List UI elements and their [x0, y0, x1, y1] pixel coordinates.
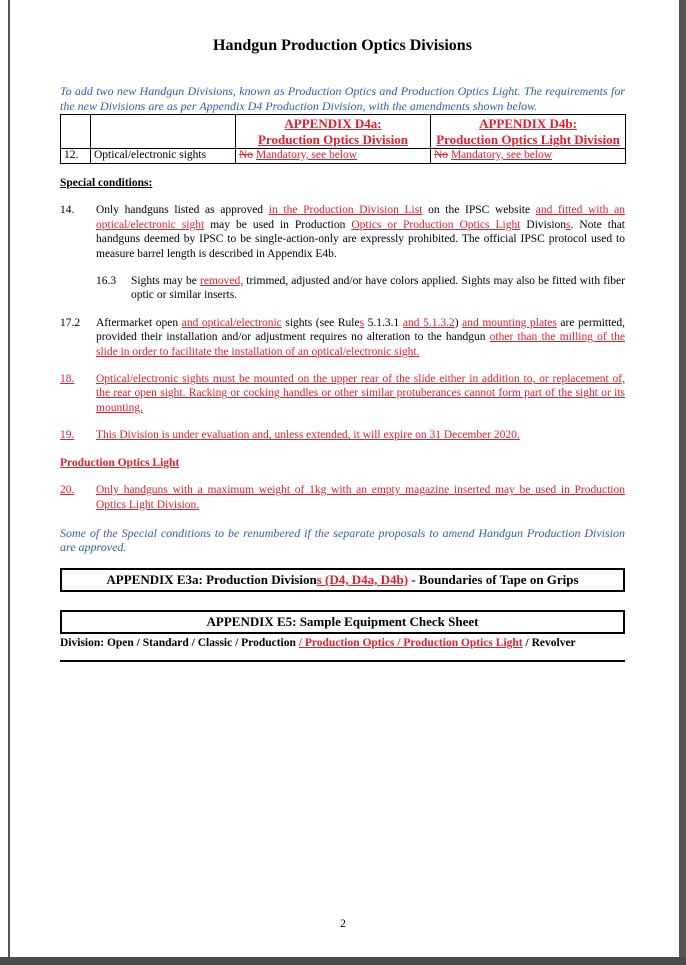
item-number: 19. [60, 429, 75, 442]
d4a-header-line1: APPENDIX D4a: [284, 116, 382, 131]
condition-item-19 [60, 428, 625, 442]
table-row-12 [61, 149, 626, 164]
intro-note: To add two new Handgun Divisions, known as Production Optics and Production Optics Light. The requirements for the new Divisions are as per Appendix D4 Production Division, with the amendments shown below. [60, 84, 625, 113]
production-optics-light-heading: Production Optics Light [60, 456, 180, 469]
division-list-line: Division: Open / Standard / Classic / Production / Production Optics / Production Optics Light / Revolver [60, 636, 576, 649]
condition-item-14 [60, 203, 625, 261]
column-header-d4a [236, 115, 431, 149]
condition-item-20 [60, 483, 625, 512]
row-12-value-d4b: No Mandatory, see below [431, 149, 626, 164]
appendix-e5-box [60, 610, 625, 634]
item-number: 20. [60, 484, 75, 497]
table-header-row [61, 115, 626, 149]
viewer-edge-right [679, 0, 686, 965]
special-conditions-heading: Special conditions: [60, 177, 153, 189]
item-number: 16.3 [96, 275, 117, 288]
d4a-header-line2: Production Optics Division [257, 131, 408, 147]
renumber-note: Some of the Special conditions to be renumbered if the separate proposals to amend Handgun Production Division are approved. [60, 525, 625, 555]
page-title: Handgun Production Optics Divisions [213, 37, 472, 54]
condition-item-18 [60, 372, 625, 415]
item-number: 18. [60, 373, 75, 386]
item-text: Only handguns with a maximum weight of 1kg with an empty magazine inserted may be used in Production Optics Light Division. [96, 484, 625, 511]
header-cell-empty-label [91, 115, 236, 149]
appendix-comparison-table [60, 114, 626, 164]
item-text: This Division is under evaluation and, unless extended, it will expire on 31 December 2020. [96, 429, 520, 442]
item-text: Optical/electronic sights must be mounted on the upper rear of the slide either in addition to, or replacement of, the rear open sight. Racking or cocking handles or other similar protuberances cannot form part of the sight or its mounting. [96, 373, 625, 414]
d4b-header-line1: APPENDIX D4b: [479, 116, 577, 131]
condition-item-17-2 [60, 316, 625, 359]
viewer-edge-bottom [0, 957, 686, 965]
page-number: 2 [340, 917, 346, 930]
condition-item-16-3 [96, 274, 625, 303]
row-12-value-d4a: No Mandatory, see below [236, 149, 431, 164]
column-header-d4b [431, 115, 626, 149]
item-text: Aftermarket open and optical/electronic sights (see Rules 5.1.3.1 and 5.1.3.2) and mounting plates are permitted, provided their installation and/or adjustment requires no alteration to the handgun other than the milling of the slide in order to facilitate the installation of an optical/electronic sight. [96, 316, 626, 358]
appendix-e3a-box: APPENDIX E3a: Production Divisions (D4, D4a, D4b) - Boundaries of Tape on Grips [60, 568, 625, 592]
item-text: Only handguns listed as approved in the Production Division List on the IPSC website and fitted with an optical/electronic sight may be used in Production Optics or Production Optics Light Divisions. Note that handguns deemed by IPSC to be single-action-only are expressly prohibited. The official IPSC protocol used to measure barrel length is described in Appendix E4b. [96, 204, 625, 260]
row-12-number: 12. [61, 149, 91, 164]
item-number: 17.2 [60, 316, 81, 329]
header-cell-empty-num [61, 115, 91, 149]
item-text: Sights may be removed, trimmed, adjusted and/or have colors applied. Sights may also be fitted with fiber optic or similar inserts. [131, 275, 625, 302]
viewer-edge-left [8, 0, 10, 965]
horizontal-rule [60, 660, 625, 662]
d4b-header-line2: Production Optics Light Division [436, 131, 620, 147]
appendix-e5-title: APPENDIX E5: Sample Equipment Check Sheet [206, 613, 479, 629]
item-number: 14. [60, 204, 75, 217]
row-12-label: Optical/electronic sights [91, 149, 236, 164]
